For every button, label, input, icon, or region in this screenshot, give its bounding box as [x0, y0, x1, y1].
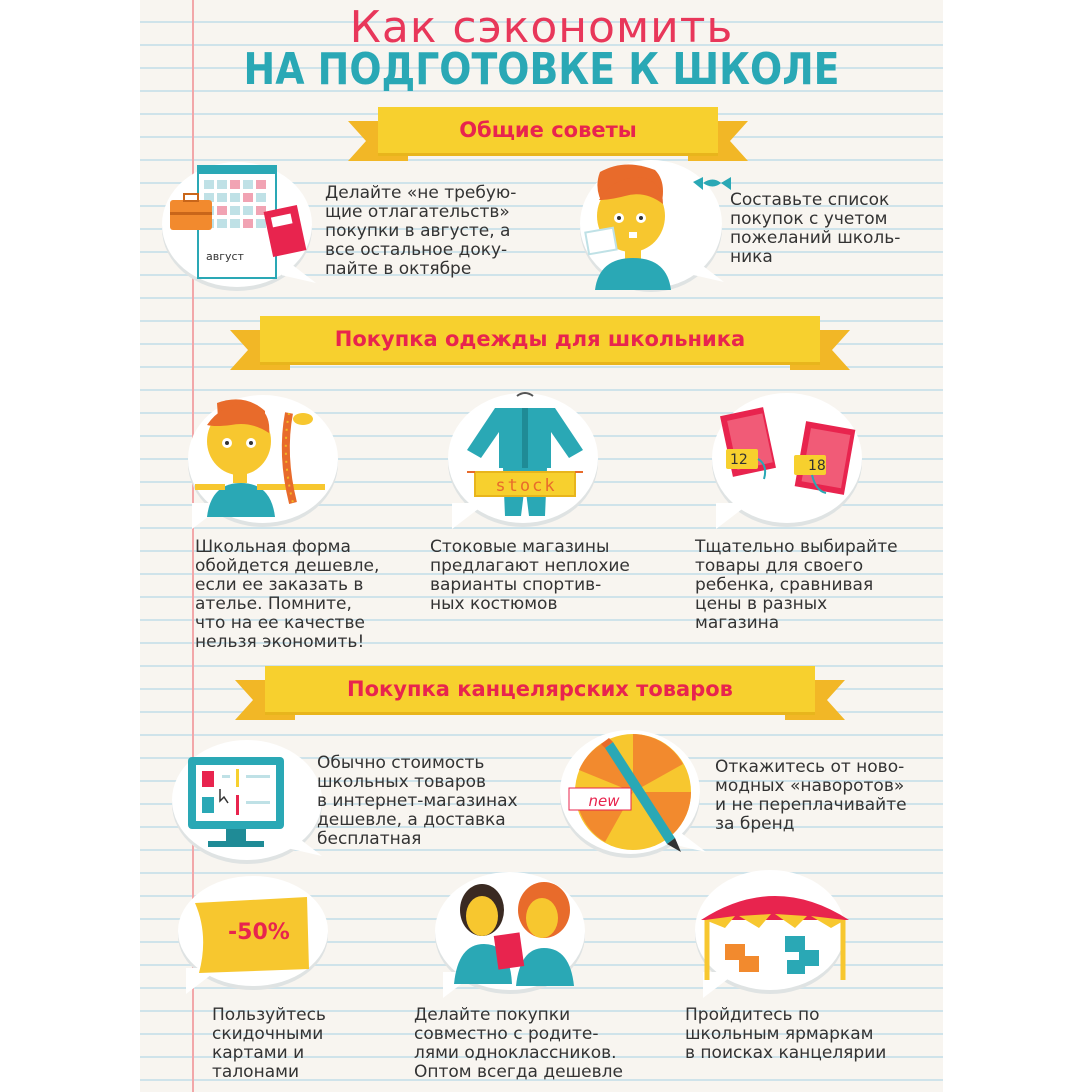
- price-tag-1: 12: [730, 452, 748, 468]
- price-tag-2: 18: [808, 458, 826, 474]
- section-heading: Покупка одежды для школьника: [260, 316, 820, 362]
- section-banner-stationery: [265, 666, 815, 712]
- tip-august: Делайте «не требую- щие отлагательств» покупки в августе, а все остальное доку- пайте в октябре: [325, 183, 517, 279]
- section-heading: Общие советы: [378, 107, 718, 153]
- section-banner-clothes: [260, 316, 820, 362]
- stock-sign: stock: [495, 476, 557, 496]
- title-line-2: НА ПОДГОТОВКЕ К ШКОЛЕ: [243, 44, 840, 95]
- tip-discount: Пользуйтесь скидочными картами и талонами: [212, 1005, 326, 1082]
- new-label: new: [588, 792, 620, 810]
- tip-compare: Тщательно выбирайте товары для своего ребенка, сравнивая цены в разных магазина: [695, 537, 898, 633]
- tip-fair: Пройдитесь по школьным ярмаркам в поисках канцелярии: [685, 1005, 887, 1063]
- notebook-paper: [140, 0, 943, 1092]
- tip-tailor: Школьная форма обойдется дешевле, если ее заказать в ателье. Помните, что на ее качестве нельзя экономить!: [195, 537, 380, 652]
- monitor-icon: [178, 745, 308, 865]
- calendar-icon: [170, 160, 300, 290]
- parents-icon: [440, 880, 600, 990]
- tip-together: Делайте покупки совместно с родите- лями одноклассников. Оптом всегда дешевле: [414, 1005, 623, 1082]
- section-heading: Покупка канцелярских товаров: [265, 666, 815, 712]
- tracksuit-icon: [445, 388, 605, 528]
- fair-tent-icon: [695, 880, 855, 1000]
- tip-brand: Откажитесь от ново- модных «наворотов» и не переплачивайте за бренд: [715, 757, 907, 834]
- title-line-1: Как сэкономить: [349, 2, 734, 53]
- discount-tag: -50%: [228, 920, 290, 945]
- section-banner-general: [378, 107, 718, 153]
- tailor-kid-icon: [185, 395, 345, 525]
- calendar-month-label: август: [206, 250, 244, 263]
- tip-stock: Стоковые магазины предлагают неплохие варианты спортив- ных костюмов: [430, 537, 630, 614]
- tip-online: Обычно стоимость школьных товаров в интернет-магазинах дешевле, а доставка бесплатная: [317, 753, 518, 849]
- kid-with-list-icon: [585, 160, 725, 290]
- tip-list: Составьте список покупок с учетом пожеланий школь- ника: [730, 190, 901, 267]
